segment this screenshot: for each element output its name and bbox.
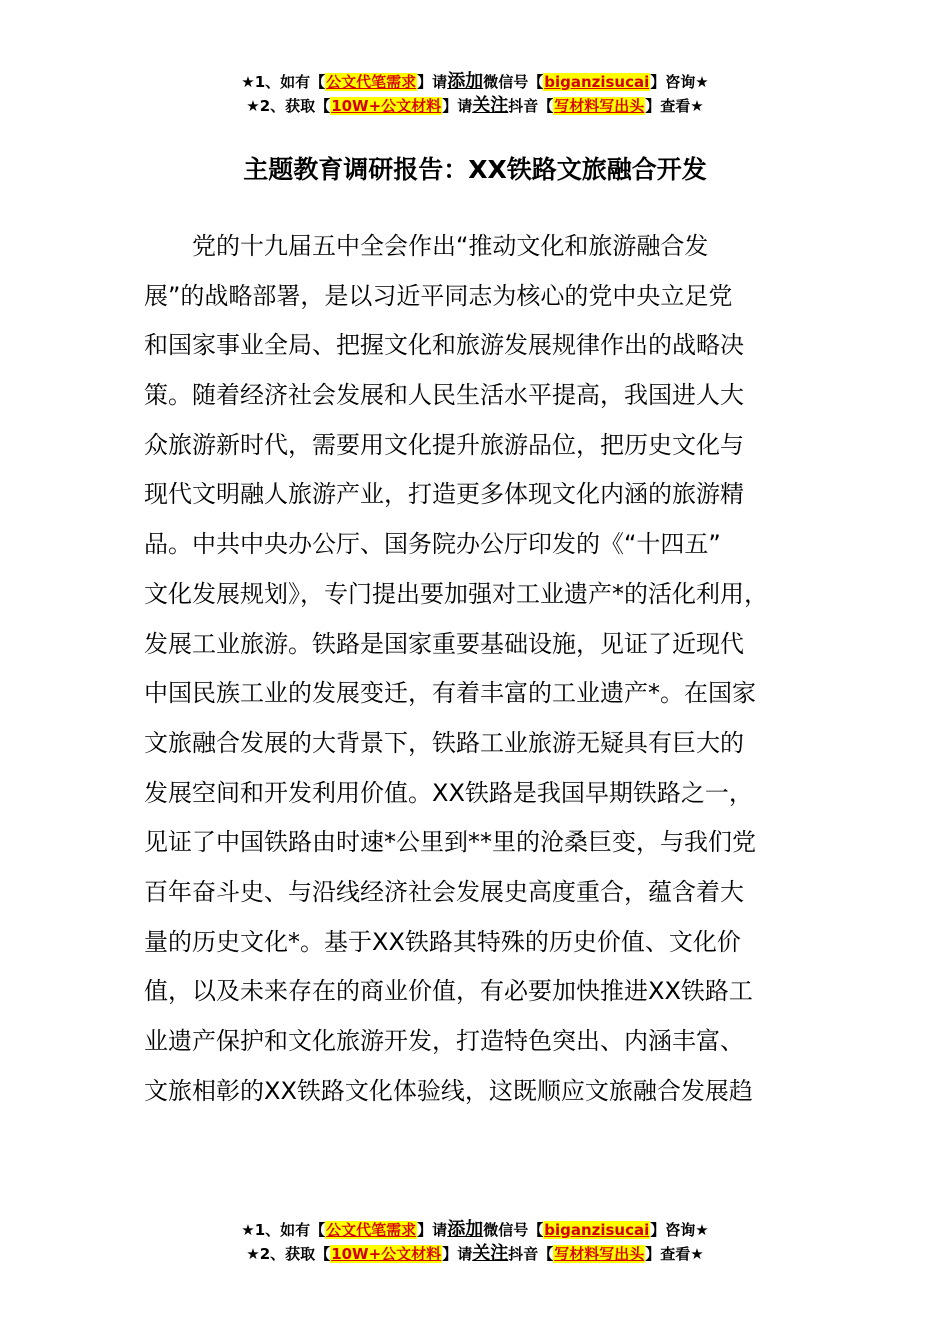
paragraph-line: 文化发展规划》，专门提出要加强对工业遗产*的活化利用， bbox=[144, 579, 768, 608]
footer-banner bbox=[0, 1218, 950, 1266]
materials-highlight: 10W+公文材料 bbox=[331, 97, 442, 115]
header-banner-line-2 bbox=[0, 94, 950, 118]
banner-text: 】查看★ bbox=[645, 97, 704, 115]
paragraph-line: 量的历史文化*。基于XX铁路其特殊的历史价值、文化价 bbox=[144, 927, 741, 956]
materials-highlight: 10W+公文材料 bbox=[331, 1245, 442, 1263]
banner-text: 抖音【 bbox=[508, 97, 554, 115]
banner-text: 抖音【 bbox=[508, 1245, 554, 1263]
banner-text: 微信号【 bbox=[483, 1221, 544, 1239]
paragraph-line: 品。中共中央办公厅、国务院办公厅印发的《“十四五” bbox=[144, 530, 721, 559]
paragraph-line: 发展空间和开发利用价值。XX铁路是我国早期铁路之一， bbox=[144, 778, 753, 807]
document-title: 主题教育调研报告：XX铁路文旅融合开发 bbox=[243, 155, 707, 184]
paragraph-line: 文旅融合发展的大背景下，铁路工业旅游无疑具有巨大的 bbox=[144, 728, 744, 757]
wechat-id-highlight: biganzisucai bbox=[544, 1221, 650, 1239]
banner-text: ★1、如有【 bbox=[241, 73, 326, 91]
banner-text: 微信号【 bbox=[483, 73, 544, 91]
banner-text: 】咨询★ bbox=[650, 73, 709, 91]
banner-emphasis: 添加 bbox=[447, 71, 484, 92]
paragraph-line: 中国民族工业的发展变迁，有着丰富的工业遗产*。在国家 bbox=[144, 679, 756, 708]
paragraph-line: 策。随着经济社会发展和人民生活水平提高，我国进人大 bbox=[144, 381, 744, 410]
ghostwriting-highlight: 公文代笔需求 bbox=[326, 73, 417, 91]
paragraph-line: 百年奋斗史、与沿线经济社会发展史高度重合，蕴含着大 bbox=[144, 877, 744, 906]
ghostwriting-highlight: 公文代笔需求 bbox=[326, 1221, 417, 1239]
paragraph-line: 众旅游新时代，需要用文化提升旅游品位，把历史文化与 bbox=[144, 430, 744, 459]
paragraph-line: 业遗产保护和文化旅游开发，打造特色突出、内涵丰富、 bbox=[144, 1027, 744, 1055]
paragraph-line: 和国家事业全局、把握文化和旅游发展规律作出的战略决 bbox=[144, 331, 744, 360]
paragraph-line: 发展工业旅游。铁路是国家重要基础设施，见证了近现代 bbox=[144, 629, 744, 658]
banner-text: 】咨询★ bbox=[650, 1221, 709, 1239]
banner-text: 】请 bbox=[417, 73, 448, 91]
paragraph-line: 见证了中国铁路由时速*公里到**里的沧桑巨变，与我们党 bbox=[144, 828, 756, 857]
paragraph-line: 值，以及未来存在的商业价值，有必要加快推进XX铁路工 bbox=[144, 977, 753, 1006]
paragraph-line: 现代文明融人旅游产业，打造更多体现文化内涵的旅游精 bbox=[144, 480, 744, 509]
wechat-id-highlight: biganzisucai bbox=[544, 73, 650, 91]
banner-text: ★1、如有【 bbox=[241, 1221, 326, 1239]
header-banner bbox=[0, 70, 950, 118]
douyin-highlight: 写材料写出头 bbox=[554, 97, 645, 115]
banner-text: ★2、获取【 bbox=[246, 97, 331, 115]
douyin-highlight: 写材料写出头 bbox=[554, 1245, 645, 1263]
footer-banner-line-2 bbox=[0, 1242, 950, 1266]
paragraph-line: 展”的战略部署，是以习近平同志为核心的党中央立足党 bbox=[144, 281, 733, 310]
body-paragraph bbox=[144, 222, 824, 1116]
banner-text: 】请 bbox=[442, 1245, 473, 1263]
banner-emphasis: 关注 bbox=[472, 1243, 509, 1264]
banner-emphasis: 添加 bbox=[447, 1219, 484, 1240]
banner-text: ★2、获取【 bbox=[246, 1245, 331, 1263]
header-banner-line-1 bbox=[0, 70, 950, 94]
footer-banner-line-1 bbox=[0, 1218, 950, 1242]
banner-text: 】查看★ bbox=[645, 1245, 704, 1263]
banner-text: 】请 bbox=[417, 1221, 448, 1239]
paragraph-line: 党的十九届五中全会作出“推动文化和旅游融合发 bbox=[192, 232, 709, 260]
banner-emphasis: 关注 bbox=[472, 95, 509, 116]
paragraph-line: 文旅相彰的XX铁路文化体验线，这既顺应文旅融合发展趋 bbox=[144, 1076, 753, 1105]
banner-text: 】请 bbox=[442, 97, 473, 115]
